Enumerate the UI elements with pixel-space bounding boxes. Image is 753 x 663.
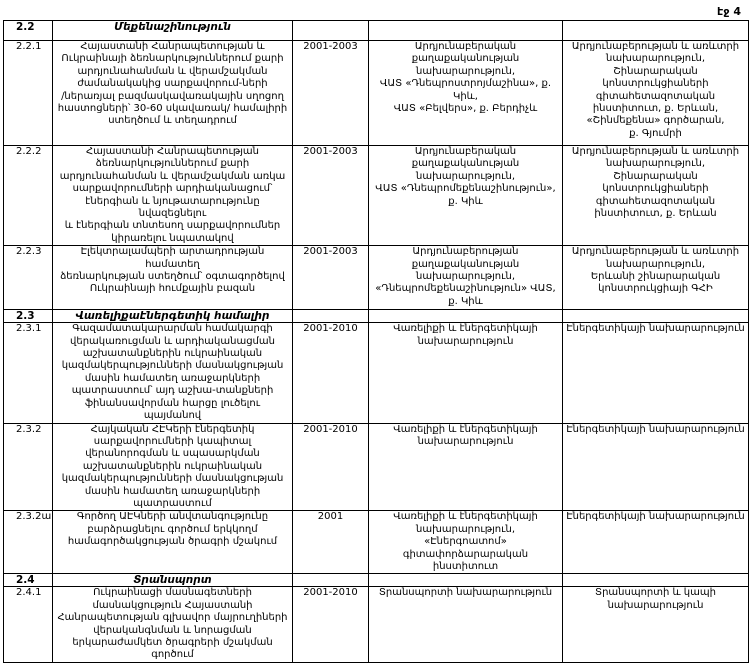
- task-description: Հայաստանի Հանրապետության և Ուկրաինայի ձեռնարկություններում քարի արդյունահանման և վերամշակման ժամանակակից սարքավորում-ների /ներառյալ բազմասկավառակային սղոցող հաստոցների՝ 30-60 սկավառակ/ համալիրի ստեղծում և տեղադրում: [53, 41, 293, 146]
- table-row: [4, 323, 749, 423]
- section-row: [4, 310, 749, 323]
- section-title: Տրանսպորտ: [53, 574, 293, 587]
- table-row: [4, 587, 749, 663]
- table-row: [4, 246, 749, 310]
- section-title: Մեքենաշինություն: [53, 21, 293, 41]
- empty-cell: [293, 310, 369, 323]
- empty-cell: [563, 310, 749, 323]
- empty-cell: [369, 21, 563, 41]
- task-description: Ուկրաինացի մասնագետների մասնակցություն Հայաստանի Հանրապետության գլխավոր մայրուղիների վերականգնման և նորացման երկարաժամկետ ծրագրերի մշակման գործում: [53, 587, 293, 663]
- ukraine-executor: Տրանսպորտի նախարարություն: [369, 587, 563, 663]
- table-row: [4, 41, 749, 146]
- empty-cell: [293, 574, 369, 587]
- item-number: 2.2.2: [4, 146, 53, 246]
- period: 2001-2003: [293, 246, 369, 310]
- period: 2001-2010: [293, 587, 369, 663]
- cooperation-plan-table: [3, 20, 749, 663]
- section-number: 2.3: [4, 310, 53, 323]
- item-number: 2.4.1: [4, 587, 53, 663]
- armenia-executor: Արդյունաբերության և առևտրի նախարարություն, Երևանի շինարարական կոնստրուկցիայի ԳՀԻ: [563, 246, 749, 310]
- period: 2001-2010: [293, 323, 369, 423]
- ukraine-executor: Արդյունաբերական քաղաքականության նախարարություն, ՎԱՏ «Դնեպրոստրոյմաշինա», ք. Կիև, ՎԱՏ «Բելվերս», ք. Բերդիչև: [369, 41, 563, 146]
- task-description: Հայկական ՀԷԿերի էներգետիկ սարքավորումների կապիտալ վերանորոգման և սպասարկման աշխատանքներին ուկրաինական կազմակերպությունների մասնակցության մասին համատեղ առաջարկների պատրաստում: [53, 423, 293, 511]
- period: 2001-2003: [293, 146, 369, 246]
- empty-cell: [563, 574, 749, 587]
- armenia-executor: Էներգետիկայի նախարարություն: [563, 511, 749, 574]
- ukraine-executor: Արդյունաբերության քաղաքականության նախարարություն, «Դնեպրոմեքենաշինություն» ՎԱՏ, ք. Կիև: [369, 246, 563, 310]
- table-row: [4, 423, 749, 511]
- ukraine-executor: Վառելիքի և էներգետիկայի նախարարություն: [369, 323, 563, 423]
- section-title: Վառելիքաէներգետիկ համալիր: [53, 310, 293, 323]
- ukraine-executor: Վառելիքի և էներգետիկայի նախարարություն: [369, 423, 563, 511]
- item-number: 2.2.1: [4, 41, 53, 146]
- period: 2001-2010: [293, 423, 369, 511]
- section-row: [4, 21, 749, 41]
- task-description: Հայաստանի Հանրապետության ձեռնարկություններում քարի արդյունահանման և վերամշակման առկա սարքավորումների արդիականացում՝ էներգիան և նյութատարությունը նվազեցնելու և էներգիան տնտեսող սարքավորումներ կիրառելու նպատակով: [53, 146, 293, 246]
- page-number: էջ 4: [717, 5, 741, 18]
- empty-cell: [563, 21, 749, 41]
- ukraine-executor: Վառելիքի և էներգետիկայի նախարարություն, «Էներգոատոմ» գիտափորձարարական ինստիտուտ: [369, 511, 563, 574]
- table-row: [4, 146, 749, 246]
- item-number: 2.3.1: [4, 323, 53, 423]
- item-number: 2.3.2: [4, 423, 53, 511]
- item-number: 2.2.3: [4, 246, 53, 310]
- armenia-executor: Արդյունաբերության և առևտրի նախարարություն, Շինարարական կոնստրուկցիաների գիտահետազոտական ինստիտուտ, ք. Երևան, «Շինմեքենա» գործարան, ք. Գյումրի: [563, 41, 749, 146]
- armenia-executor: Էներգետիկայի նախարարություն: [563, 423, 749, 511]
- task-description: Էլեկտրալամպերի արտադրության համատեղ ձեռնարկության ստեղծում՝ օգտագործելով Ուկրաինայի հումքային բազան: [53, 246, 293, 310]
- table-row: [4, 511, 749, 574]
- ukraine-executor: Արդյունաբերական քաղաքականության նախարարություն, ՎԱՏ «Դնեպրոմեքենաշինություն», ք. Կիև: [369, 146, 563, 246]
- empty-cell: [293, 21, 369, 41]
- armenia-executor: Տրանսպորտի և կապի նախարարություն: [563, 587, 749, 663]
- armenia-executor: Արդյունաբերության և առևտրի նախարարություն, Շինարարական կոնստրուկցիաների գիտահետազոտական ինստիտուտ, ք. Երևան: [563, 146, 749, 246]
- section-row: [4, 574, 749, 587]
- period: 2001-2003: [293, 41, 369, 146]
- empty-cell: [369, 574, 563, 587]
- empty-cell: [369, 310, 563, 323]
- section-number: 2.2: [4, 21, 53, 41]
- item-number: 2.3.2ա: [4, 511, 53, 574]
- section-number: 2.4: [4, 574, 53, 587]
- period: 2001: [293, 511, 369, 574]
- task-description: Գործող ԱԷԿների անվտանգությունը բարձրացնելու գործում երկկողմ համագործակցության ծրագրի մշակում: [53, 511, 293, 574]
- task-description: Գազամատակարարման համակարգի վերակառուցման և արդիականացման աշխատանքներին ուկրաինական կազմակերպությունների մասնակցության մասին համատեղ առաջարկների պատրաստում՝ այդ աշխա-տանքների ֆինանսավորման հարցը լուծելու պայմանով: [53, 323, 293, 423]
- armenia-executor: Էներգետիկայի նախարարություն: [563, 323, 749, 423]
